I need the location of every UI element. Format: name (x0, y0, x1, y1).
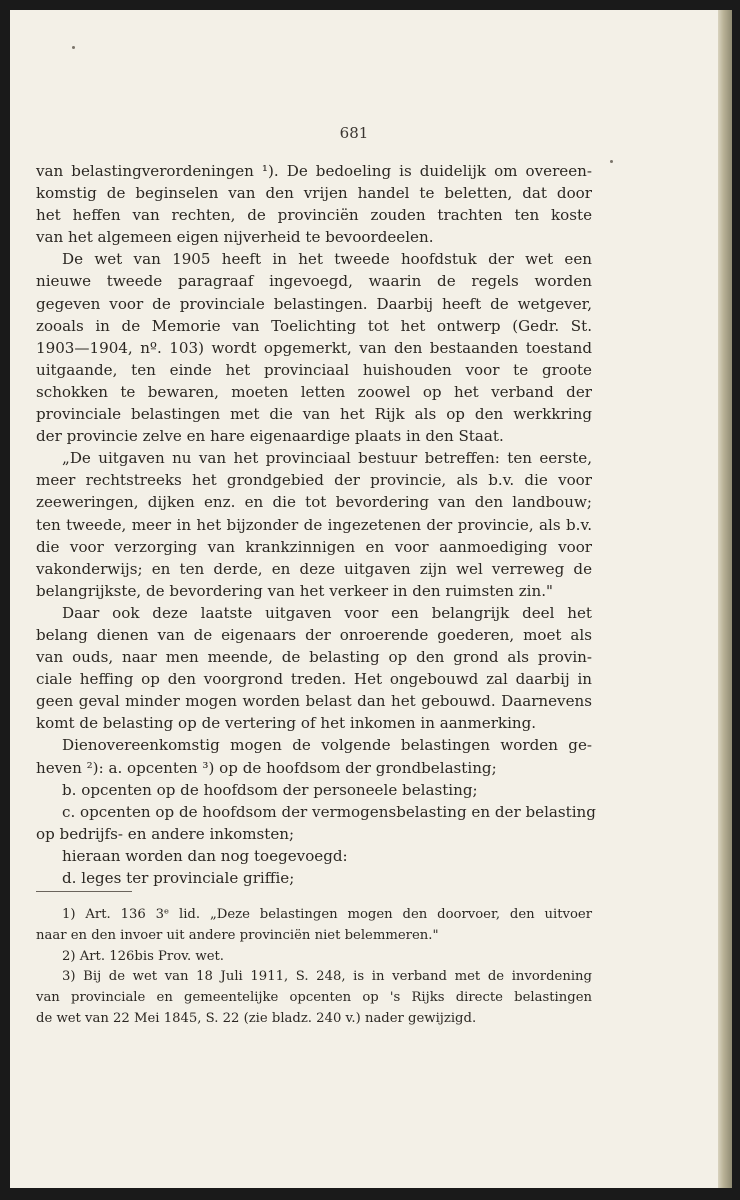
footnote-line: 2) Art. 126bis Prov. wet. (62, 948, 224, 964)
page-number: 681 (339, 124, 369, 142)
footnote-line: 1) Art. 136 3ᵉ lid. „Deze belastingen mogen den doorvoer, den uitvoer (62, 907, 592, 922)
paragraph (36, 248, 592, 447)
footnote-line: van provinciale en gemeentelijke opcenten op 's Rijks directe belastingen (36, 990, 592, 1006)
text-line: van het algemeen eigen nijverheid te bevoordeelen. (36, 228, 434, 247)
footnote-divider (36, 891, 132, 892)
text-line: „De uitgaven nu van het provinciaal bestuur betreffen: ten eerste, (62, 449, 592, 468)
scan-border (0, 1188, 740, 1200)
text-line: 1903—1904, nº. 103) wordt opgemerkt, van den bestaanden toestand (36, 338, 592, 357)
text-line: komstig de beginselen van den vrijen handel te beletten, dat door (36, 184, 592, 203)
paragraph (36, 160, 592, 248)
text-line: komt de belasting op de vertering of het inkomen in aanmerking. (36, 714, 537, 733)
text-line: zeeweringen, dijken enz. en die tot bevordering van den landbouw; (36, 493, 592, 512)
list-item (36, 845, 592, 867)
text-line: ten tweede, meer in het bijzonder de ingezetenen der provincie, als b.v. (36, 515, 592, 534)
text-line: b. opcenten op de hoofdsom der personeele belasting; (62, 780, 478, 799)
footnotes (36, 905, 592, 1030)
text-line: c. opcenten op de hoofdsom der vermogensbelasting en der belasting (62, 802, 596, 821)
footnote (36, 967, 592, 1029)
paragraph (36, 734, 592, 778)
text-line: provinciale belastingen met die van het Rijk als op den werkkring (36, 405, 592, 424)
text-line: geen geval minder mogen worden belast dan het gebouwd. Daarnevens (36, 692, 592, 711)
text-line: hieraan worden dan nog toegevoegd: (62, 846, 348, 865)
text-line: belangrijkste, de bevordering van het verkeer in den ruimsten zin." (36, 581, 553, 600)
list-item (36, 779, 592, 801)
text-line: op bedrijfs- en andere inkomsten; (36, 824, 295, 843)
list-item (36, 867, 592, 889)
text-line: schokken te bewaren, moeten letten zoowel op het verband der (36, 382, 592, 401)
text-line: vakonderwijs; en ten derde, en deze uitgaven zijn wel verreweg de (36, 559, 592, 578)
list-item (36, 801, 596, 845)
text-line: die voor verzorging van krankzinnigen en voor aanmoediging voor (36, 537, 592, 556)
text-line: uitgaande, ten einde het provinciaal huishouden voor te groote (36, 360, 592, 379)
text-line: meer rechtstreeks het grondgebied der provincie, als b.v. die voor (36, 471, 592, 490)
body-text (36, 160, 596, 889)
paragraph (36, 447, 592, 602)
footnote (36, 905, 592, 947)
text-line: gegeven voor de provinciale belastingen. Daarbij heeft de wetgever, (36, 294, 592, 313)
text-line: zooals in de Memorie van Toelichting tot het ontwerp (Gedr. St. (36, 316, 592, 335)
text-line: heven ²): a. opcenten ³) op de hoofdsom der grondbelasting; (36, 758, 497, 777)
footnote-line: 3) Bij de wet van 18 Juli 1911, S. 248, is in verband met de invordening (62, 969, 592, 985)
text-line: nieuwe tweede paragraaf ingevoegd, waarin de regels worden (36, 272, 592, 291)
text-line: het heffen van rechten, de provinciën zouden trachten ten koste (36, 206, 592, 225)
text-line: Dienovereenkomstig mogen de volgende belastingen worden ge- (62, 736, 592, 755)
text-line: van ouds, naar men meende, de belasting op den grond als provin- (36, 648, 592, 667)
text-line: belang dienen van de eigenaars der onroerende goederen, moet als (36, 625, 592, 644)
paper-speck (72, 46, 75, 49)
text-line: De wet van 1905 heeft in het tweede hoofdstuk der wet een (62, 250, 592, 269)
text-line: der provincie zelve en hare eigenaardige plaats in den Staat. (36, 427, 504, 446)
footnote-line: de wet van 22 Mei 1845, S. 22 (zie bladz. 240 v.) nader gewijzigd. (36, 1010, 477, 1026)
text-line: van belastingverordeningen ¹). De bedoeling is duidelijk om overeen- (36, 162, 592, 180)
text-line: Daar ook deze laatste uitgaven voor een belangrijk deel het (62, 603, 592, 622)
footnote (36, 947, 592, 968)
text-line: ciale heffing op den voorgrond treden. Het ongebouwd zal daarbij in (36, 670, 592, 689)
paper-speck (610, 160, 613, 163)
footnote-line: naar en den invoer uit andere provinciën niet belemmeren." (36, 927, 439, 943)
text-line: d. leges ter provinciale griffie; (62, 869, 295, 887)
paragraph (36, 602, 592, 735)
page-edge (718, 10, 732, 1188)
